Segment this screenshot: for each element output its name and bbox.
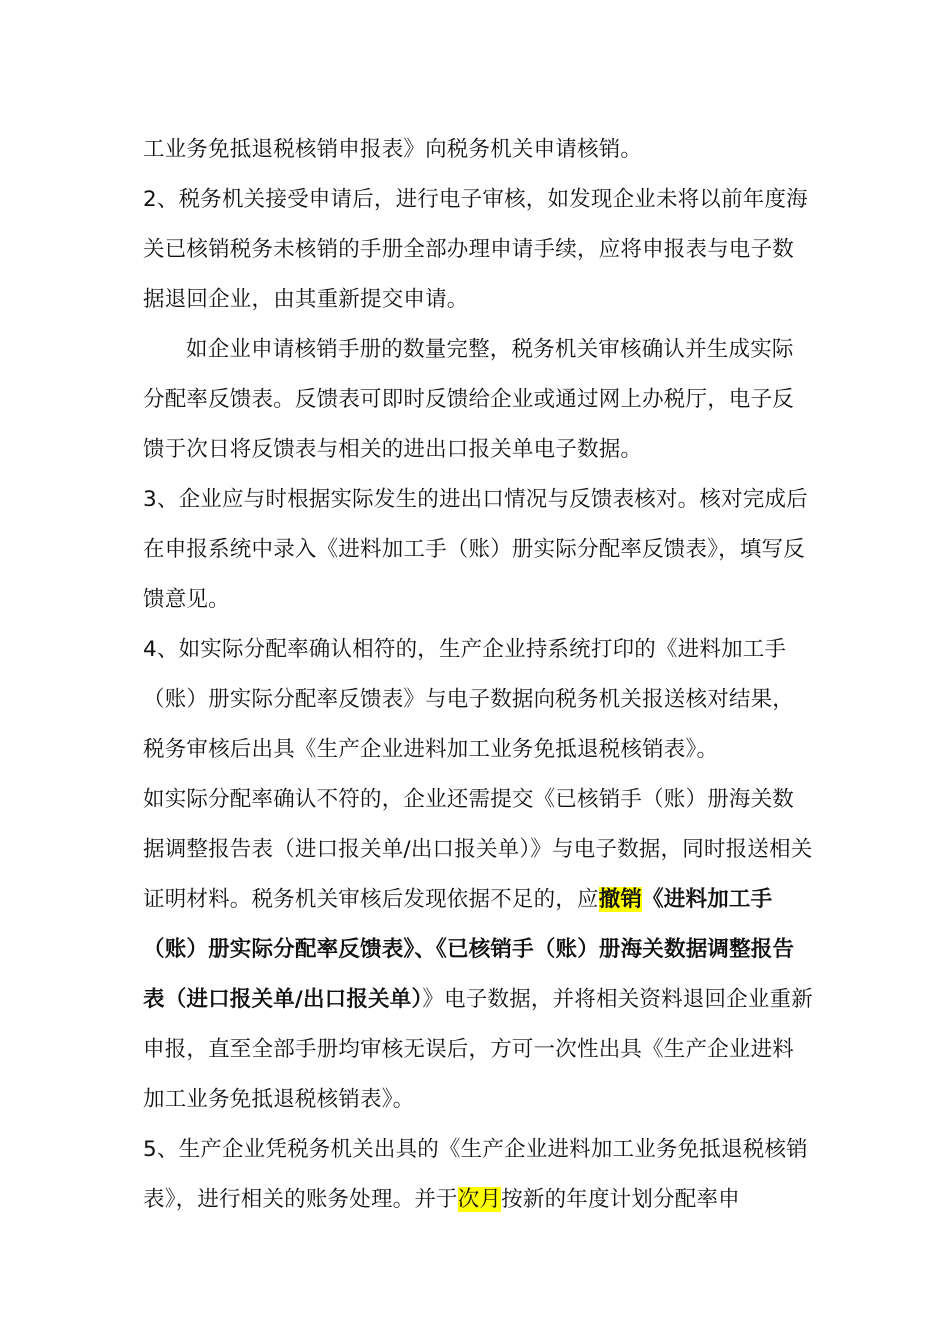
document-body (143, 125, 813, 1225)
paragraph-6 (143, 775, 813, 1125)
paragraph-2: 2、税务机关接受申请后，进行电子审核，如发现企业未将以前年度海关已核销税务未核销的手册全部办理申请手续，应将申报表与电子数据退回企业，由其重新提交申请。 (143, 187, 808, 312)
paragraph-5: 4、如实际分配率确认相符的，生产企业持系统打印的《进料加工手（账）册实际分配率反馈表》与电子数据向税务机关报送核对结果，税务审核后出具《生产企业进料加工业务免抵退税核销表》。 (143, 637, 795, 762)
paragraph-1: 工业务免抵退税核销申报表》向税务机关申请核销。 (143, 137, 643, 162)
paragraph-3: 如企业申请核销手册的数量完整，税务机关审核确认并生成实际分配率反馈表。反馈表可即时反馈给企业或通过网上办税厅，电子反馈于次日将反馈表与相关的进出口报关单电子数据。 (143, 337, 795, 462)
paragraph-7 (143, 1125, 813, 1225)
highlighted-revoke-text: 撤销 (598, 887, 643, 912)
paragraph-6-text-b: 》电子数据，并将相关资料退回企业重新申报，直至全部手册均审核无误后，方可一次性出具《生产企业进料加工业务免抵退税核销表》。 (143, 987, 814, 1112)
paragraph-6-text-a: 如实际分配率确认不符的，企业还需提交《已核销手（账）册海关数据调整报告表（进口报关单/出口报关单）》与电子数据，同时报送相关证明材料。税务机关审核后发现依据不足的，应 (143, 787, 813, 912)
highlighted-next-month-text: 次月 (457, 1187, 502, 1212)
paragraph-7-text-b: 按新的年度计划分配率申 (501, 1187, 740, 1212)
paragraph-4: 3、企业应与时根据实际发生的进出口情况与反馈表核对。核对完成后在申报系统中录入《进料加工手（账）册实际分配率反馈表》，填写反馈意见。 (143, 487, 808, 612)
bold-form-names: 《进料加工手（账）册实际分配率反馈表》、《已核销手（账）册海关数据调整报告表（进口报关单/出口报关单） (143, 887, 795, 1012)
paragraph-7-text-a: 5、生产企业凭税务机关出具的《生产企业进料加工业务免抵退税核销表》，进行相关的账务处理。并于 (143, 1137, 808, 1212)
